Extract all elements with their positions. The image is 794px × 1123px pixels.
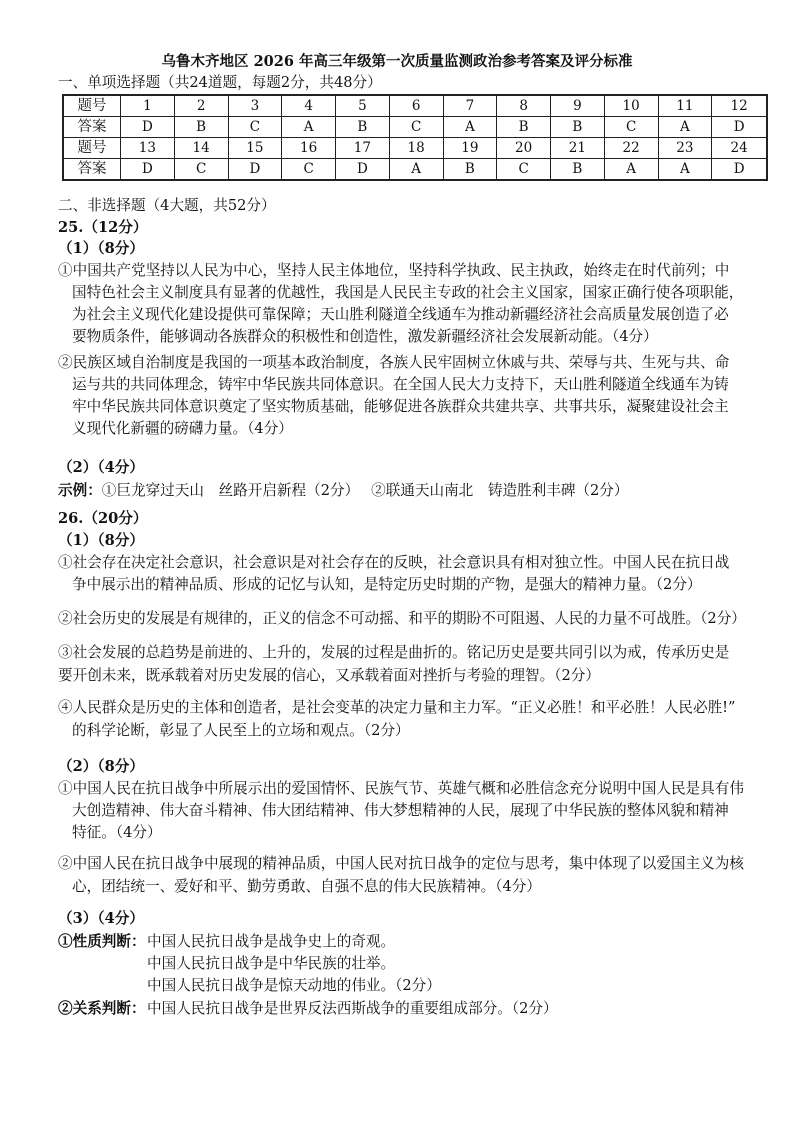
question-number-cell: 7 <box>443 95 497 117</box>
answer-paragraph-line: ②民族区域自治制度是我国的一项基本政治制度，各族人民牢固树立休戚与共、荣辱与共、生死与共、命 <box>58 354 730 371</box>
row-label: 题号 <box>63 95 121 117</box>
question-number-cell: 17 <box>336 138 390 159</box>
question-number-cell: 23 <box>658 138 712 159</box>
answer-paragraph-line: 运与共的共同体理念，铸牢中华民族共同体意识。在全国人民大力支持下，天山胜利隧道全线通车为铸 <box>72 376 729 393</box>
answer-cell: B <box>336 117 390 138</box>
answer-cell: D <box>336 159 390 181</box>
answer-paragraph-line: ①中国共产党坚持以人民为中心，坚持人民主体地位，坚持科学执政、民主执政，始终走在时代前列；中 <box>58 262 730 279</box>
answer-row <box>63 159 767 181</box>
question-number-cell: 19 <box>443 138 497 159</box>
answer-cell: B <box>174 117 228 138</box>
question-number-cell: 21 <box>551 138 605 159</box>
q26-part1-label: （1）（8分） <box>58 532 144 549</box>
answer-paragraph-line: 牢中华民族共同体意识奠定了坚实物质基础，能够促进各族群众共建共享、共事共乐，凝聚建设社会主 <box>72 398 729 415</box>
section1-heading: 一、单项选择题（共24道题，每题2分，共48分） <box>58 74 382 91</box>
answer-paragraph-line: 的科学论断，彰显了人民至上的立场和观点。（2分） <box>72 722 410 739</box>
question-number-cell: 15 <box>228 138 282 159</box>
answer-paragraph-line: 心，团结统一、爱好和平、勤劳勇敢、自强不息的伟大民族精神。（4分） <box>72 878 541 895</box>
answer-cell: C <box>228 117 282 138</box>
answer-cell: D <box>712 159 767 181</box>
answer-paragraph-line: ①社会存在决定社会意识，社会意识是对社会存在的反映，社会意识具有相对独立性。中国人民在抗日战 <box>58 554 730 571</box>
answer-paragraph-line: 国特色社会主义制度具有显著的优越性，我国是人民民主专政的社会主义国家，国家正确行使各项职能， <box>72 284 744 301</box>
answer-paragraph-line: 要物质条件，能够调动各族群众的积极性和创造性，激发新疆经济社会发展新动能。（4分） <box>72 328 658 345</box>
nature-line: 中国人民抗日战争是惊天动地的伟业。（2分） <box>147 977 441 994</box>
answer-cell: C <box>604 117 658 138</box>
question-number-cell: 22 <box>604 138 658 159</box>
answer-cell: D <box>121 159 175 181</box>
answer-cell: A <box>389 159 443 181</box>
question-number-cell: 13 <box>121 138 175 159</box>
row-label: 题号 <box>63 138 121 159</box>
question-number-cell: 20 <box>497 138 551 159</box>
answer-cell: C <box>282 159 336 181</box>
question-number-cell: 6 <box>389 95 443 117</box>
question-number-cell: 3 <box>228 95 282 117</box>
row-label: 答案 <box>63 159 121 181</box>
answer-cell: A <box>443 117 497 138</box>
answer-cell: A <box>604 159 658 181</box>
document-title: 乌鲁木齐地区 2026 年高三年级第一次质量监测政治参考答案及评分标准 <box>161 53 633 70</box>
answer-paragraph-line: 大创造精神、伟大奋斗精神、伟大团结精神、伟大梦想精神的人民，展现了中华民族的整体风貌和精神 <box>72 802 729 819</box>
row-label: 答案 <box>63 117 121 138</box>
answer-paragraph-line: 义现代化新疆的磅礴力量。（4分） <box>72 420 293 437</box>
q26-part3-label: （3）（4分） <box>58 910 144 927</box>
answer-cell: B <box>551 117 605 138</box>
answer-row <box>63 117 767 138</box>
question-number-cell: 9 <box>551 95 605 117</box>
answer-paragraph-line: ④人民群众是历史的主体和创造者，是社会变革的决定力量和主力军。“正义必胜！和平必胜！人民必胜!” <box>58 699 736 716</box>
q25-label: 25.（12分） <box>58 219 148 236</box>
question-number-cell: 16 <box>282 138 336 159</box>
answer-paragraph-line: ①中国人民在抗日战争中所展示出的爱国情怀、民族气节、英雄气概和必胜信念充分说明中国人民是具有伟 <box>58 780 744 797</box>
question-number-cell: 12 <box>712 95 767 117</box>
answer-paragraph-line: 特征。（4分） <box>72 824 162 841</box>
q25-part1-label: （1）（8分） <box>58 240 144 257</box>
question-number-cell: 18 <box>389 138 443 159</box>
answer-cell: A <box>658 159 712 181</box>
answer-paragraph-line: 争中展示出的精神品质、形成的记忆与认知，是特定历史时期的产物，是强大的精神力量。（2分） <box>72 576 702 593</box>
question-number-cell: 1 <box>121 95 175 117</box>
example-label: 示例： <box>58 482 102 499</box>
answer-cell: B <box>551 159 605 181</box>
answer-cell: C <box>389 117 443 138</box>
question-number-cell: 14 <box>174 138 228 159</box>
example-text: ①巨龙穿过天山 丝路开启新程（2分） ②联通天山南北 铸造胜利丰碑（2分） <box>101 482 629 499</box>
question-number-cell: 2 <box>174 95 228 117</box>
answer-cell: B <box>497 117 551 138</box>
answer-paragraph-line: ②社会历史的发展是有规律的，正义的信念不可动摇、和平的期盼不可阻遏、人民的力量不可战胜。（2分） <box>58 610 746 627</box>
answer-paragraph-line: ②中国人民在抗日战争中展现的精神品质，中国人民对抗日战争的定位与思考，集中体现了以爱国主义为核 <box>58 855 744 872</box>
relation-judgment-label: ②关系判断： <box>58 1000 146 1017</box>
q25-example <box>58 481 629 501</box>
answer-cell: A <box>658 117 712 138</box>
question-number-row <box>63 95 767 117</box>
question-number-cell: 8 <box>497 95 551 117</box>
answer-cell: B <box>443 159 497 181</box>
question-number-cell: 11 <box>658 95 712 117</box>
answer-paragraph-line: 要开创未来，既承载着对历史发展的信心，又承载着面对挫折与考验的理智。（2分） <box>58 667 600 684</box>
answer-cell: A <box>282 117 336 138</box>
answer-cell: C <box>174 159 228 181</box>
question-number-cell: 24 <box>712 138 767 159</box>
q25-part2-label: （2）（4分） <box>58 459 144 476</box>
q26-label: 26.（20分） <box>58 510 148 527</box>
relation-text: 中国人民抗日战争是世界反法西斯战争的重要组成部分。（2分） <box>147 1000 558 1017</box>
nature-line: 中国人民抗日战争是战争史上的奇观。 <box>147 933 396 950</box>
answer-cell: D <box>121 117 175 138</box>
answer-cell: D <box>228 159 282 181</box>
question-number-cell: 10 <box>604 95 658 117</box>
q26-part2-label: （2）（8分） <box>58 758 144 775</box>
nature-judgment-label: ①性质判断： <box>58 933 146 950</box>
answer-cell: D <box>712 117 767 138</box>
answer-cell: C <box>497 159 551 181</box>
question-number-cell: 5 <box>336 95 390 117</box>
answer-table <box>62 94 768 181</box>
question-number-cell: 4 <box>282 95 336 117</box>
section2-heading: 二、非选择题（4大题，共52分） <box>58 197 276 214</box>
answer-paragraph-line: 为社会主义现代化建设提供可靠保障；天山胜利隧道全线通车为推动新疆经济社会高质量发展创造了必 <box>72 306 729 323</box>
question-number-row <box>63 138 767 159</box>
nature-line: 中国人民抗日战争是中华民族的壮举。 <box>147 955 396 972</box>
answer-paragraph-line: ③社会发展的总趋势是前进的、上升的，发展的过程是曲折的。铭记历史是要共同引以为戒，传承历史是 <box>58 644 730 661</box>
